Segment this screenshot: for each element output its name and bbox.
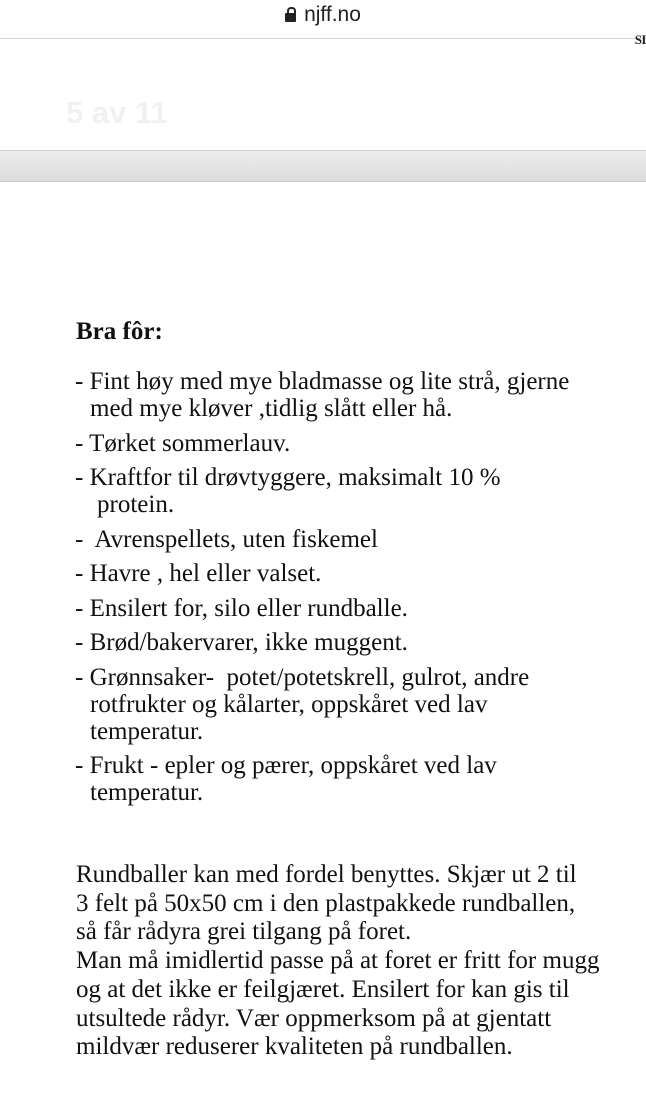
list-item-line: - Tørket sommerlauv. (75, 429, 291, 457)
browser-address-bar[interactable] (0, 0, 646, 39)
food-list (75, 368, 635, 814)
list-item (75, 464, 635, 518)
url-display[interactable] (0, 3, 646, 27)
paragraph-line: utsultede rådyr. Vær oppmerksom på at gjentatt (76, 1004, 552, 1032)
list-item-line: temperatur. (90, 717, 204, 745)
list-item (75, 752, 635, 806)
paragraph-line: Rundballer kan med fordel benyttes. Skjær ut 2 til (76, 861, 577, 888)
list-item-line: rotfrukter og kålarter, oppskåret ved lav (90, 690, 488, 718)
list-item-line: med mye kløver ,tidlig slått eller hå. (90, 395, 453, 422)
list-item-line: - Frukt - epler og pærer, oppskåret ved lav (75, 752, 497, 779)
list-item-line: temperatur. (90, 779, 204, 806)
list-item (75, 560, 635, 587)
paragraph-line: 3 felt på 50x50 cm i den plastpakkede rundballen, (76, 889, 576, 917)
list-item-line: - Ensilert for, silo eller rundballe. (75, 594, 408, 622)
list-item-line: - Fint høy med mye bladmasse og lite strå, gjerne (75, 368, 570, 395)
body-paragraph (76, 861, 636, 1062)
document-heading: Bra fôr: (76, 318, 163, 345)
list-item (75, 430, 635, 457)
paragraph-line: mildvær reduserer kvaliteten på rundballen. (76, 1033, 513, 1061)
list-item (75, 629, 635, 656)
list-item-line: protein. (97, 491, 175, 518)
lock-icon (285, 13, 296, 22)
url-text: njff.no (304, 3, 361, 26)
list-item (75, 368, 635, 422)
corner-fragment-text: SI (634, 32, 646, 47)
page-separator (0, 150, 646, 182)
list-item-line: - Avrenspellets, uten fiskemel (75, 525, 378, 553)
paragraph-line: Man må imidlertid passe på at foret er fritt for mugg (76, 947, 600, 975)
list-item-line: - Brød/bakervarer, ikke muggent. (75, 629, 408, 656)
page-counter: 5 av 11 (66, 95, 168, 130)
list-item (75, 595, 635, 622)
paragraph-line: så får rådyra grei tilgang på foret. (76, 918, 412, 946)
list-item-line: - Grønnsaker- potet/potetskrell, gulrot, andre (75, 663, 530, 691)
paragraph-line: og at det ikke er feilgjæret. Ensilert for kan gis til (76, 975, 570, 1003)
list-item-line: - Kraftfor til drøvtyggere, maksimalt 10 % (75, 464, 501, 491)
list-item-line: - Havre , hel eller valset. (75, 560, 322, 587)
list-item (75, 664, 635, 745)
list-item (75, 526, 635, 553)
